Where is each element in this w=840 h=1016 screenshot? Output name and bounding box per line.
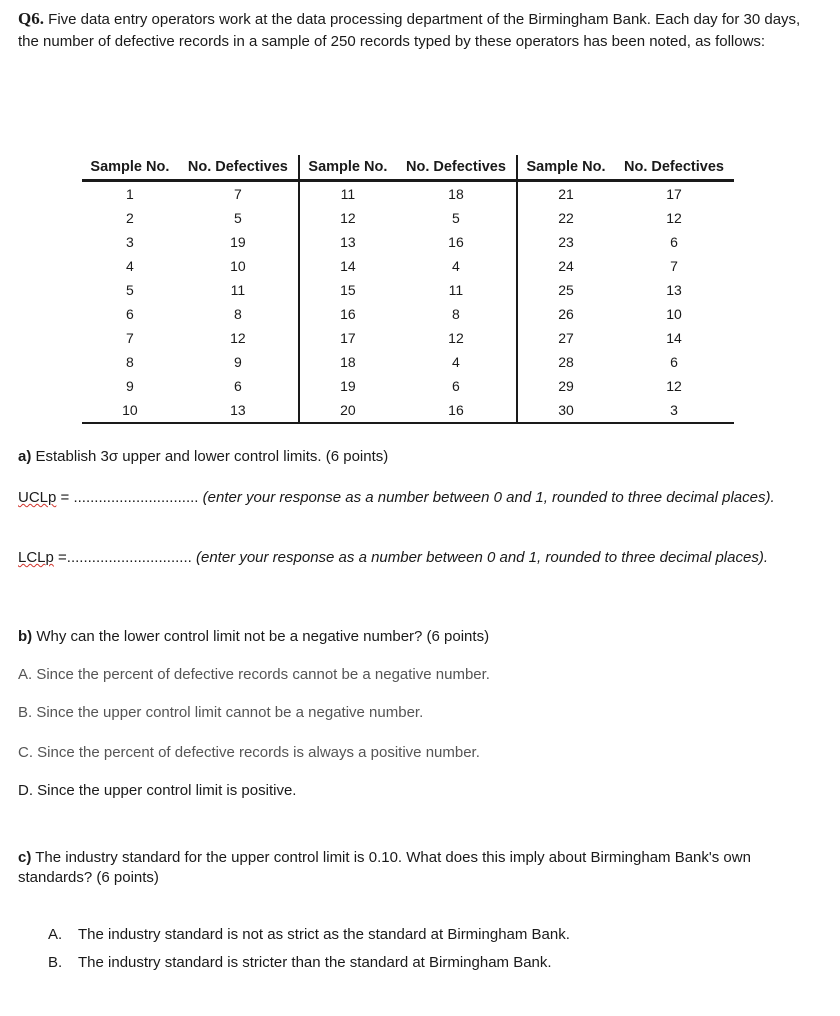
table-body [82,181,734,424]
part-b-option-c[interactable]: C. Since the percent of defective records is always a positive number. [18,744,480,761]
cell-defectives-3: 14 [666,330,682,346]
table-row [82,181,734,207]
table-row [82,254,734,278]
cell-defectives-1: 9 [233,354,242,370]
cell-sample-no-1: 9 [125,378,134,394]
header-defectives-2: No. Defectives [396,155,517,181]
ucl-label: UCLp [18,489,57,506]
cell-sample-no-3: 23 [517,230,614,254]
cell-sample-no-3: 30 [517,398,614,423]
cell-defectives-3: 12 [666,378,682,394]
header-sample-no-1: Sample No. [82,155,178,181]
cell-sample-no-3: 27 [517,326,614,350]
cell-defectives-3: 6 [670,234,678,250]
part-c-label: c) [18,849,32,866]
cell-sample-no-1: 6 [125,306,134,322]
cell-sample-no-1: 2 [125,210,134,226]
cell-defectives-2: 18 [448,186,464,202]
table-row [82,374,734,398]
lcl-label: LCLp [18,549,54,566]
lcl-response [18,548,798,568]
header-defectives-1: No. Defectives [178,155,299,181]
cell-defectives-1: 5 [233,210,242,226]
table-row [82,350,734,374]
part-c-option-a[interactable] [48,926,570,943]
cell-sample-no-3: 29 [517,374,614,398]
cell-sample-no-2: 18 [299,350,396,374]
question-number: Q6. [18,9,44,28]
cell-defectives-1: 13 [178,398,299,423]
part-c-option-b-text: The industry standard is stricter than the standard at Birmingham Bank. [78,954,552,971]
cell-defectives-1: 8 [233,306,242,322]
cell-defectives-3: 7 [670,258,678,274]
cell-defectives-2: 8 [452,306,460,322]
part-a-text: Establish 3σ upper and lower control limits. (6 points) [31,448,389,465]
cell-defectives-3: 17 [666,186,682,202]
cell-sample-no-1: 5 [125,282,134,298]
part-b-option-b[interactable]: B. Since the upper control limit cannot be a negative number. [18,704,424,721]
cell-sample-no-3: 25 [517,278,614,302]
table-row [82,278,734,302]
ucl-response [18,488,798,508]
part-c-option-a-letter: A. [48,926,63,943]
question-intro [18,8,818,53]
cell-sample-no-2: 19 [299,374,396,398]
cell-sample-no-3: 28 [517,350,614,374]
cell-defectives-3: 3 [614,398,734,423]
lcl-blank[interactable]: =.............................. [53,549,192,566]
part-a-label: a) [18,448,32,465]
cell-sample-no-1: 10 [82,398,178,423]
cell-sample-no-2: 17 [299,326,396,350]
cell-defectives-2: 4 [452,354,460,370]
question-text: Five data entry operators work at the data processing department of the Birmingham Bank. Each day for 30 days, the number of defective records in a sample of 250 records typed by these operators has been noted, as follows: [18,11,801,50]
cell-defectives-2: 12 [448,330,464,346]
table-row [82,230,734,254]
cell-defectives-2: 16 [396,398,517,423]
part-b-label: b) [18,628,33,645]
cell-sample-no-2: 12 [299,206,396,230]
cell-defectives-3: 10 [666,306,682,322]
header-defectives-3: No. Defectives [614,155,734,181]
ucl-blank[interactable]: = .............................. [56,489,199,506]
cell-defectives-2: 16 [448,234,464,250]
cell-defectives-1: 11 [230,282,246,298]
part-c-option-b[interactable] [48,954,552,971]
cell-defectives-1: 7 [233,186,242,202]
cell-defectives-2: 5 [452,210,460,226]
table-header-row [82,155,734,181]
cell-sample-no-3: 26 [517,302,614,326]
cell-sample-no-1: 1 [125,186,134,202]
cell-sample-no-3: 22 [517,206,614,230]
cell-sample-no-2: 11 [299,181,396,207]
cell-sample-no-2: 15 [299,278,396,302]
cell-sample-no-1: 3 [125,234,134,250]
cell-sample-no-2: 16 [299,302,396,326]
cell-sample-no-3: 21 [517,181,614,207]
part-a-prompt [18,448,388,465]
part-b-option-a[interactable]: A. Since the percent of defective records cannot be a negative number. [18,666,490,683]
table-row [82,326,734,350]
cell-sample-no-1: 7 [125,330,134,346]
part-b-prompt [18,628,489,645]
table-row [82,206,734,230]
cell-defectives-3: 13 [666,282,682,298]
cell-sample-no-1: 8 [125,354,134,370]
header-sample-no-2: Sample No. [299,155,396,181]
header-sample-no-3: Sample No. [517,155,614,181]
part-c-option-a-text: The industry standard is not as strict as the standard at Birmingham Bank. [78,926,570,943]
cell-defectives-1: 12 [230,330,246,346]
cell-sample-no-1: 4 [125,258,134,274]
cell-sample-no-2: 20 [299,398,396,423]
cell-defectives-3: 12 [666,210,682,226]
cell-defectives-1: 19 [230,234,246,250]
part-b-option-d[interactable]: D. Since the upper control limit is positive. [18,782,297,799]
defects-table [82,155,734,424]
cell-sample-no-2: 14 [299,254,396,278]
cell-defectives-3: 6 [670,354,678,370]
cell-defectives-2: 11 [448,282,464,298]
cell-sample-no-2: 13 [299,230,396,254]
part-b-text: Why can the lower control limit not be a negative number? (6 points) [32,628,490,645]
lcl-hint: (enter your response as a number between 0 and 1, rounded to three decimal places). [191,549,768,566]
cell-defectives-1: 6 [233,378,242,394]
cell-defectives-2: 6 [452,378,460,394]
cell-defectives-2: 4 [452,258,460,274]
part-c-option-b-letter: B. [48,954,63,971]
table-row [82,398,734,423]
part-c-text: The industry standard for the upper control limit is 0.10. What does this imply about Birmingham Bank's own standards? (6 points) [18,849,751,886]
ucl-hint: (enter your response as a number between 0 and 1, rounded to three decimal places). [198,489,775,506]
cell-sample-no-3: 24 [517,254,614,278]
table-row [82,302,734,326]
cell-defectives-1: 10 [230,258,246,274]
part-c-prompt [18,848,818,888]
